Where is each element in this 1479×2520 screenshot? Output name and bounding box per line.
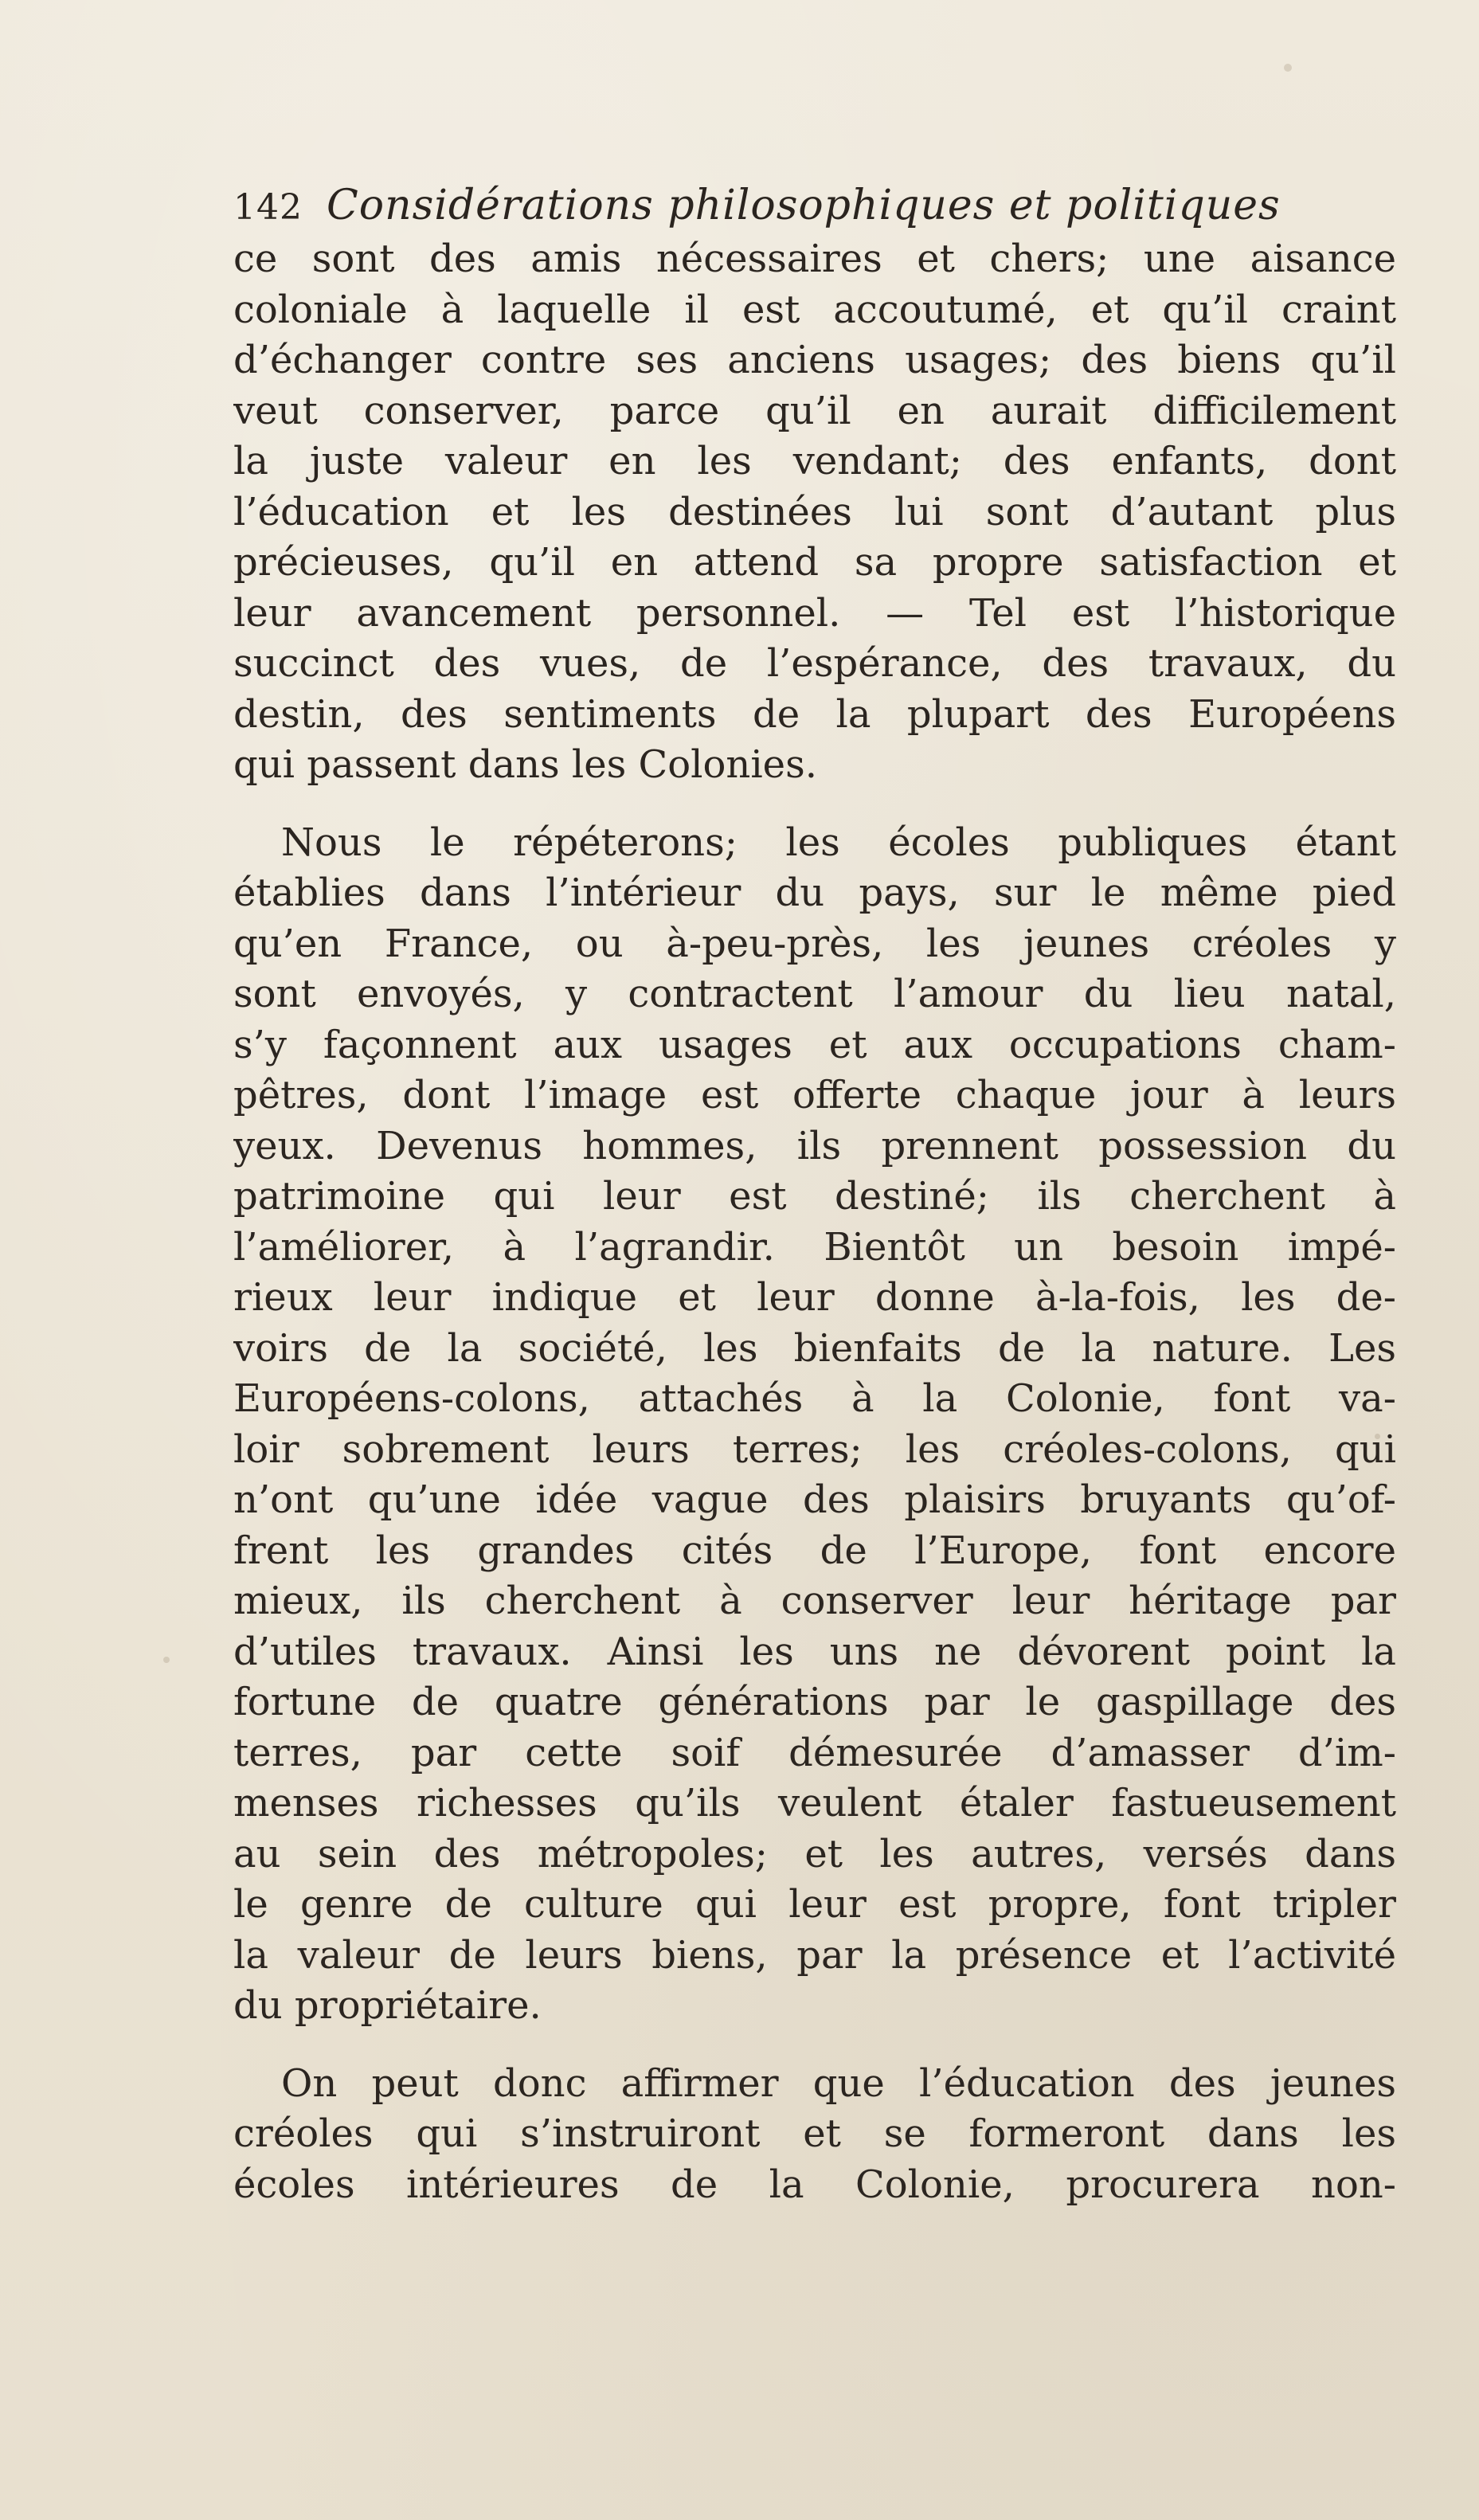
text-line: d’utiles travaux. Ainsi les uns ne dévorent point la [233,1629,1396,1674]
text-line: créoles qui s’instruiront et se formeront dans les [233,2111,1396,2156]
text-line: mieux, ils cherchent à conserver leur héritage par [233,1579,1396,1623]
text-line: veut conserver, parce qu’il en aurait difficilement [233,388,1396,433]
text-line: la juste valeur en les vendant; des enfants, dont [233,439,1396,483]
text-line: l’éducation et les destinées lui sont d’autant plus [233,489,1396,534]
page-number: 142 [233,187,303,228]
text-line: au sein des métropoles; et les autres, versés dans [233,1831,1396,1876]
text-line: Européens-colons, attachés à la Colonie, font va- [233,1376,1396,1421]
page-header [233,182,1396,234]
text-line: patrimoine qui leur est destiné; ils cherchent à [233,1174,1396,1219]
paragraph-1 [233,234,1396,791]
text-line: écoles intérieures de la Colonie, procurera non- [233,2162,1396,2207]
text-line: l’améliorer, à l’agrandir. Bientôt un besoin impé- [233,1224,1396,1270]
paragraph-3 [233,2059,1396,2211]
text-line: la valeur de leurs biens, par la présence et l’activité [233,1932,1396,1978]
text-line: frent les grandes cités de l’Europe, font encore [233,1528,1396,1573]
text-block [233,182,1396,2210]
text-line: terres, par cette soif démesurée d’amasser d’im- [233,1730,1396,1775]
text-line: établies dans l’intérieur du pays, sur le même pied [233,871,1396,915]
text-line: rieux leur indique et leur donne à-la-fois, les de- [233,1275,1396,1320]
paper-spot [163,1657,170,1663]
text-line: précieuses, qu’il en attend sa propre satisfaction et [233,540,1396,585]
paper-spot [1284,64,1292,72]
text-line: qui passent dans les Colonies. [233,742,817,787]
text-line: sont envoyés, y contractent l’amour du lieu natal, [233,972,1396,1016]
text-line: On peut donc affirmer que l’éducation des jeunes [281,2060,1396,2106]
text-line: qu’en France, ou à-peu-près, les jeunes créoles y [233,921,1396,966]
text-line: destin, des sentiments de la plupart des Européens [233,691,1396,737]
text-line: yeux. Devenus hommes, ils prennent possession du [233,1123,1396,1168]
text-line: coloniale à laquelle il est accoutumé, et qu’il craint [233,287,1396,332]
paragraph-2 [233,818,1396,2032]
text-line: pêtres, dont l’image est offerte chaque jour à leurs [233,1073,1396,1117]
text-line: voirs de la société, les bienfaits de la nature. Les [233,1325,1396,1371]
text-line: succinct des vues, de l’espérance, des travaux, du [233,641,1396,686]
text-line: leur avancement personnel. — Tel est l’historique [233,590,1396,636]
text-line: loir sobrement leurs terres; les créoles-colons, qui [233,1426,1396,1472]
text-line: s’y façonnent aux usages et aux occupations cham- [233,1022,1396,1067]
text-line: Nous le répéterons; les écoles publiques étant [281,820,1396,865]
text-line: fortune de quatre générations par le gaspillage des [233,1680,1396,1724]
text-line: du propriétaire. [233,1983,542,2028]
running-head: Considérations philosophiques et politiques [326,182,1281,229]
text-line: n’ont qu’une idée vague des plaisirs bruyants qu’of- [233,1477,1396,1522]
text-line: menses richesses qu’ils veulent étaler fastueusement [233,1781,1396,1825]
text-line: d’échanger contre ses anciens usages; des biens qu’il [233,338,1396,382]
text-line: ce sont des amis nécessaires et chers; une aisance [233,237,1396,281]
text-line: le genre de culture qui leur est propre, font tripler [233,1882,1396,1927]
